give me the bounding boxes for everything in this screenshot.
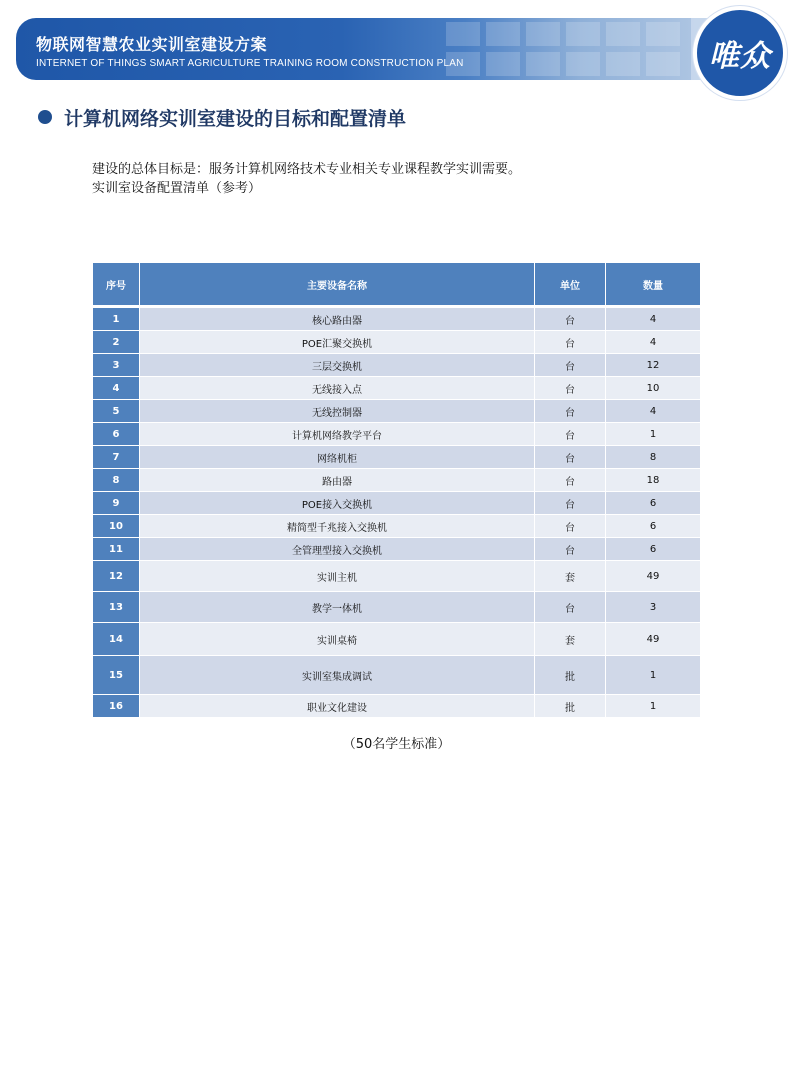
table-row <box>93 492 700 515</box>
row-name: 核心路由器 <box>140 308 535 331</box>
row-no: 10 <box>93 515 140 538</box>
row-no: 3 <box>93 354 140 377</box>
row-unit: 台 <box>535 515 606 538</box>
row-no: 16 <box>93 695 140 718</box>
row-name: POE接入交换机 <box>140 492 535 515</box>
banner-subtitle: INTERNET OF THINGS SMART AGRICULTURE TRAINING ROOM CONSTRUCTION PLAN <box>36 58 464 69</box>
intro-list-label: 实训室设备配置清单（参考） <box>92 181 262 196</box>
row-unit: 台 <box>535 308 606 331</box>
company-logo <box>693 6 787 100</box>
intro-goal: 建设的总体目标是：服务计算机网络技术专业相关专业课程教学实训需要。 <box>92 162 522 177</box>
table-row <box>93 561 700 592</box>
row-unit: 批 <box>535 656 606 695</box>
row-unit: 台 <box>535 446 606 469</box>
table-row <box>93 592 700 623</box>
table-row <box>93 656 700 695</box>
row-no: 1 <box>93 308 140 331</box>
row-qty: 4 <box>606 331 700 354</box>
row-unit: 套 <box>535 623 606 656</box>
row-unit: 台 <box>535 538 606 561</box>
row-unit: 台 <box>535 592 606 623</box>
row-no: 4 <box>93 377 140 400</box>
row-no: 14 <box>93 623 140 656</box>
table-row <box>93 423 700 446</box>
section-title: 计算机网络实训室建设的目标和配置清单 <box>64 107 407 130</box>
equipment-table <box>93 263 700 718</box>
logo-text: 唯众 <box>709 39 771 74</box>
row-unit: 台 <box>535 469 606 492</box>
row-qty: 1 <box>606 656 700 695</box>
row-no: 15 <box>93 656 140 695</box>
row-qty: 4 <box>606 308 700 331</box>
row-name: 三层交换机 <box>140 354 535 377</box>
table-row <box>93 377 700 400</box>
row-no: 6 <box>93 423 140 446</box>
row-name: 教学一体机 <box>140 592 535 623</box>
table-row <box>93 538 700 561</box>
row-unit: 台 <box>535 492 606 515</box>
row-no: 11 <box>93 538 140 561</box>
row-name: 实训桌椅 <box>140 623 535 656</box>
row-qty: 4 <box>606 400 700 423</box>
intro-text <box>92 160 692 198</box>
table-row <box>93 695 700 718</box>
table-row <box>93 354 700 377</box>
row-qty: 10 <box>606 377 700 400</box>
row-qty: 6 <box>606 515 700 538</box>
row-name: 路由器 <box>140 469 535 492</box>
header-no: 序号 <box>93 263 140 308</box>
header-qty: 数量 <box>606 263 700 308</box>
row-name: POE汇聚交换机 <box>140 331 535 354</box>
table-row <box>93 515 700 538</box>
table-row <box>93 400 700 423</box>
row-qty: 18 <box>606 469 700 492</box>
row-no: 7 <box>93 446 140 469</box>
row-no: 13 <box>93 592 140 623</box>
row-qty: 12 <box>606 354 700 377</box>
row-unit: 套 <box>535 561 606 592</box>
row-name: 职业文化建设 <box>140 695 535 718</box>
row-name: 实训室集成调试 <box>140 656 535 695</box>
row-name: 网络机柜 <box>140 446 535 469</box>
row-qty: 49 <box>606 561 700 592</box>
row-no: 8 <box>93 469 140 492</box>
row-unit: 台 <box>535 423 606 446</box>
row-unit: 台 <box>535 354 606 377</box>
row-no: 2 <box>93 331 140 354</box>
table-row <box>93 469 700 492</box>
row-no: 5 <box>93 400 140 423</box>
row-name: 计算机网络教学平台 <box>140 423 535 446</box>
header-banner <box>16 18 740 80</box>
row-name: 全管理型接入交换机 <box>140 538 535 561</box>
section-heading <box>38 103 406 131</box>
table-row <box>93 446 700 469</box>
row-qty: 1 <box>606 423 700 446</box>
table-row <box>93 308 700 331</box>
row-qty: 49 <box>606 623 700 656</box>
table-caption: （50名学生标准） <box>342 737 451 752</box>
header-unit: 单位 <box>535 263 606 308</box>
row-no: 12 <box>93 561 140 592</box>
table-header-row <box>93 263 700 308</box>
row-unit: 批 <box>535 695 606 718</box>
row-unit: 台 <box>535 377 606 400</box>
bullet-icon <box>38 110 52 124</box>
row-unit: 台 <box>535 400 606 423</box>
row-qty: 8 <box>606 446 700 469</box>
row-qty: 3 <box>606 592 700 623</box>
row-unit: 台 <box>535 331 606 354</box>
row-qty: 6 <box>606 492 700 515</box>
row-name: 无线接入点 <box>140 377 535 400</box>
header-name: 主要设备名称 <box>140 263 535 308</box>
row-qty: 6 <box>606 538 700 561</box>
table-row <box>93 331 700 354</box>
table-row <box>93 623 700 656</box>
row-name: 精简型千兆接入交换机 <box>140 515 535 538</box>
row-no: 9 <box>93 492 140 515</box>
row-name: 无线控制器 <box>140 400 535 423</box>
banner-title: 物联网智慧农业实训室建设方案 <box>36 35 268 54</box>
row-name: 实训主机 <box>140 561 535 592</box>
row-qty: 1 <box>606 695 700 718</box>
